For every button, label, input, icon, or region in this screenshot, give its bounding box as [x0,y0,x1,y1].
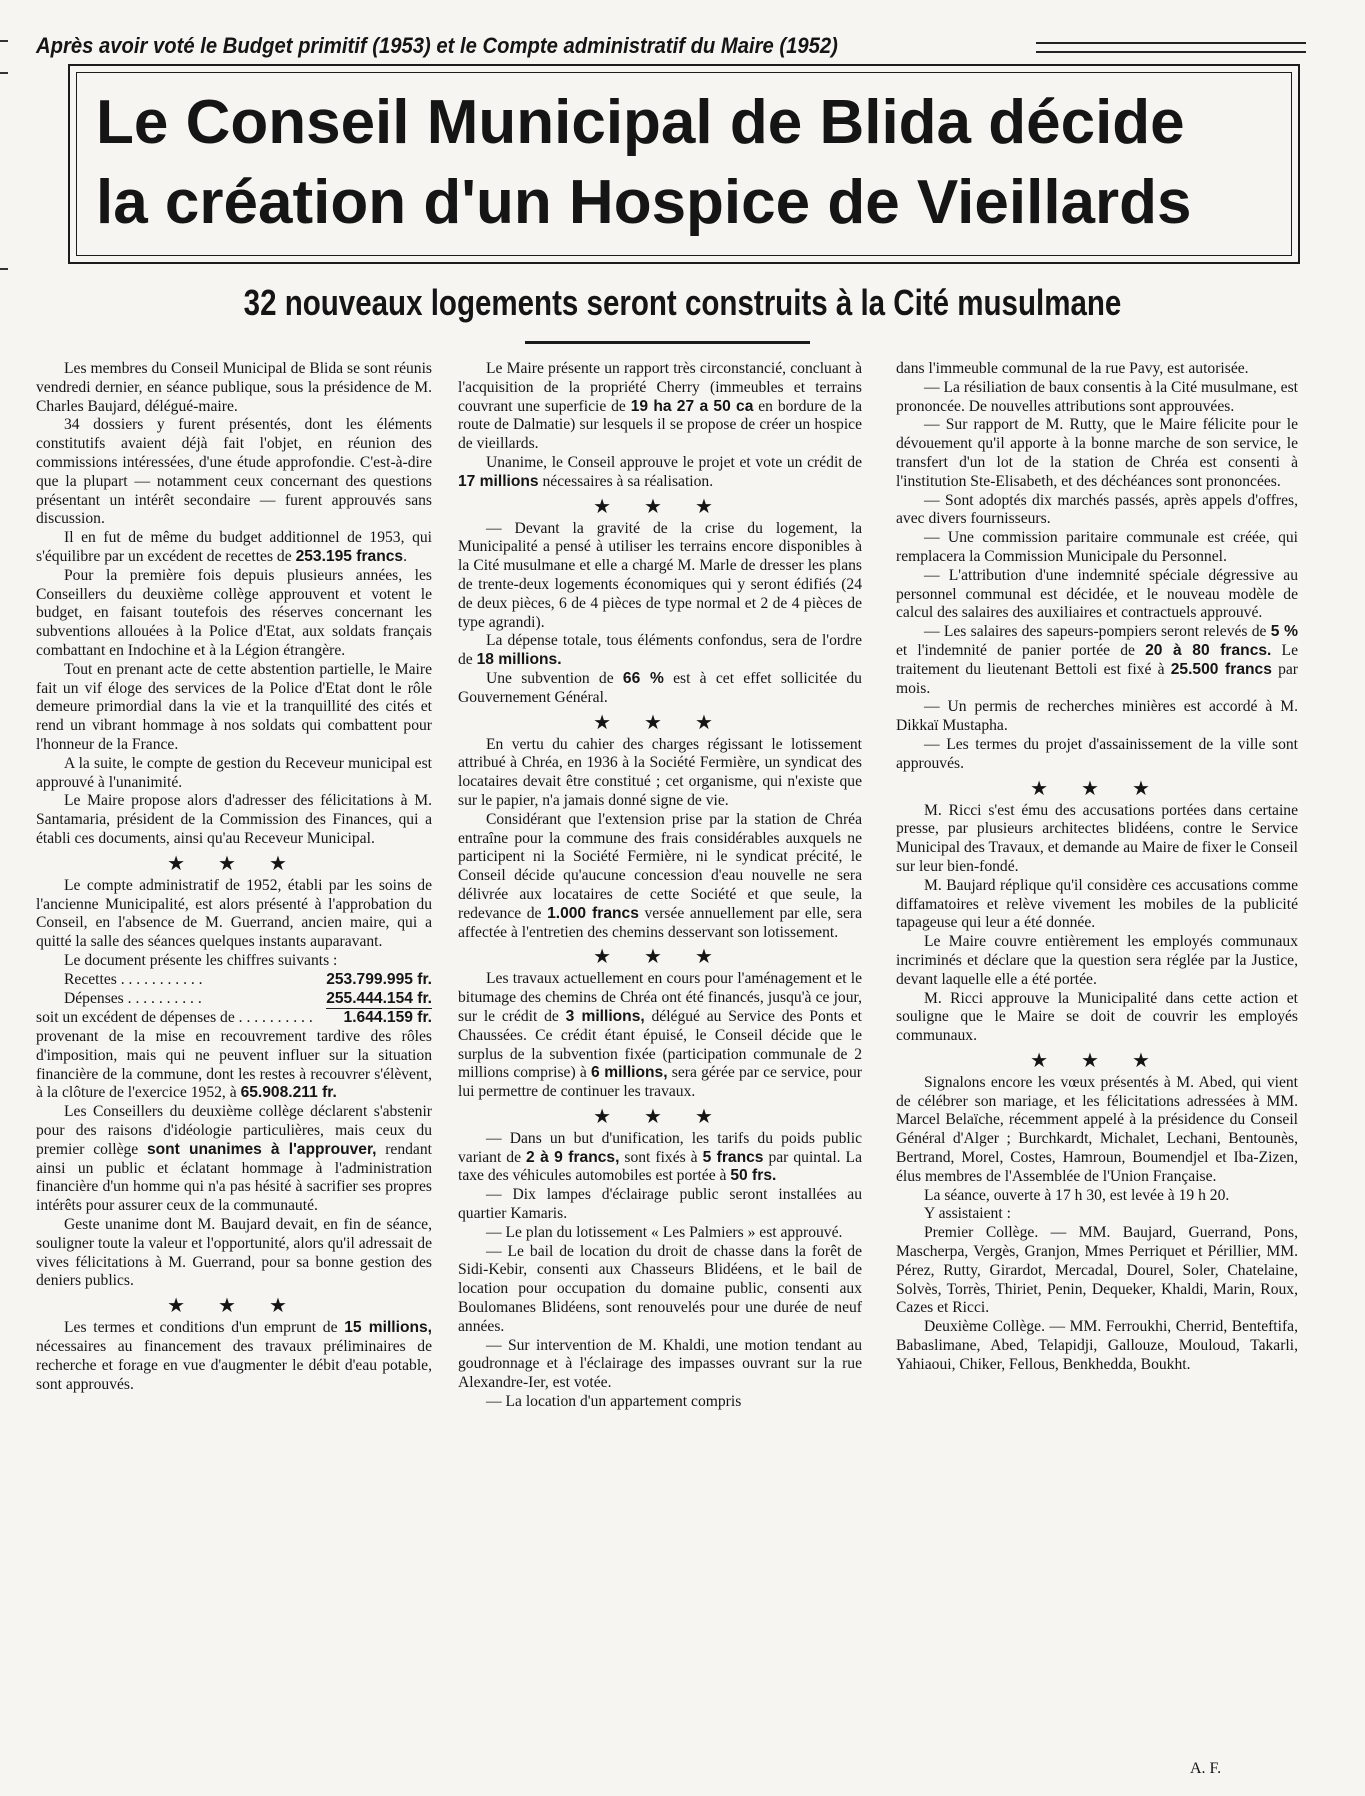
section-separator-stars: ★ ★ ★ [167,852,301,875]
article-column-2 [458,360,862,1412]
paragraph: 34 dossiers y furent présentés, dont les éléments constitutifs avaient déjà fait l'objet, en réunion des commissions intéressées, d'une étude approfondie. C'est-à-dire que la plupart — notamment ceux concernant des questions présentant un intérêt secondaire — furent approuvés sans discussion. [36,416,432,528]
section-separator-stars: ★ ★ ★ [1030,777,1164,800]
section-separator-stars: ★ ★ ★ [167,1295,301,1318]
figure-label: Dépenses . . . . . . . . . . [64,989,202,1007]
paragraph: — Dans un but d'unification, les tarifs du poids public variant de 2 à 9 francs, sont fixés à 5 francs par quintal. La taxe des véhicules automobiles est portée à 50 frs. [458,1129,863,1185]
paragraph: Les termes et conditions d'un emprunt de 15 millions, nécessaires au financement des travaux préliminaires de recherche et forage en vue d'augmenter le débit d'eau potable, sont approuvés. [36,1319,433,1393]
headline-line-2: la création d'un Hospice de Vieillards [96,168,1192,237]
kicker-text: Après avoir voté le Budget primitif (1953) et le Compte administratif du Maire (1952) [36,33,838,58]
page-edge-mark [0,40,8,42]
paragraph: Le Maire couvre entièrement les employés communaux incriminés et déclare que la question sera réglée par la Justice, devant laquelle elle a été portée. [896,933,1298,988]
paragraph: — Devant la gravité de la crise du logement, la Municipalité a pensé à utiliser les terrains encore disponibles à la Cité musulmane et elle a chargé M. Marle de dresser les plans de trente-deux logements économiques qui y seront édifiés (24 de deux pièces, 6 de 4 pièces de type normal et 2 de 4 pièces de type agrandi). [458,519,862,631]
paragraph: Considérant que l'extension prise par la station de Chréa entraîne pour la commune des frais considérables auxquels ne participent ni la Société Fermière, ni le syndicat précité, le Conseil décide qu'aucune concession d'eau nouvelle ne sera délivrée aux locataires de cette Société et que seule, la redevance de 1.000 francs versée annuellement par elle, sera affectée à l'entretien des chemins desservant son lotissement. [458,810,862,941]
paragraph: Deuxième Collège. — MM. Ferroukhi, Cherrid, Benteftifa, Babaslimane, Abed, Telapidji, Gallouze, Mouloud, Takarli, Yahiaoui, Chiker, Fellous, Benkhedda, Boukht. [896,1318,1298,1373]
paragraph: — Un permis de recherches minières est accordé à M. Dikkaï Mustapha. [896,698,1298,735]
paragraph: Il en fut de même du budget additionnel de 1953, qui s'équilibre par un excédent de recettes de 253.195 francs. [36,529,432,565]
figure-row-excedent [36,1009,432,1028]
paragraph: Le Maire présente un rapport très circonstancié, concluant à l'acquisition de la propriété Cherry (immeubles et terrains couvrant une superficie de 19 ha 27 a 50 ca en bordure de la route de Dalmatie) sur lesquels il se propose de créer un hospice de vieillards. [458,360,862,453]
figure-value: 1.644.159 fr. [343,1009,432,1027]
kicker [36,28,1306,64]
paragraph: Geste unanime dont M. Baujard devait, en fin de séance, souligner toute la valeur et l'opportunité, alors qu'il adressait de vives félicitations à M. Guerrand, pour sa bonne gestion des deniers publics. [36,1216,432,1290]
paragraph: — Sur rapport de M. Rutty, que le Maire félicite pour le dévouement qu'il apporte à la bonne marche de son service, le transfert d'un lot de la station de Chréa est consenti à l'institution Ste-Elisabeth, et des déchéances sont prononcées. [896,416,1298,490]
paragraph: Le compte administratif de 1952, établi par les soins de l'ancienne Municipalité, est alors présenté à l'approbation du Conseil, en l'absence de M. Guerrand, ancien maire, qui a quitté la salle des séances quelques instants auparavant. [36,876,432,951]
paragraph: Les travaux actuellement en cours pour l'aménagement et le bitumage des chemins de Chréa ont été financés, jusqu'à ce jour, sur le crédit de 3 millions, délégué au Service des Ponts et Chaussées. Ce crédit étant épuisé, le Conseil décide que le surplus de la subvention fixée (participation communale de 2 millions comprise) à 6 millions, sera gérée par ce service, pour lui permettre de continuer les travaux. [458,970,863,1101]
figure-label: Recettes . . . . . . . . . . . [64,970,203,988]
paragraph: — Les salaires des sapeurs-pompiers seront relevés de 5 % et l'indemnité de panier portée de 20 à 80 francs. Le traitement du lieutenant Bettoli est fixé à 25.500 francs par mois. [896,623,1298,697]
section-separator-stars: ★ ★ ★ [593,946,727,969]
headline-line-1: Le Conseil Municipal de Blida décide [96,88,1185,157]
paragraph: provenant de la mise en recouvrement tardive des rôles d'imposition, mais qui ne peuvent influer sur la situation financière de la commune, dont les restes à recouvrer s'élèvent, à la clôture de l'exercice 1952, à 65.908.211 fr. [36,1028,432,1102]
figure-value: 253.799.995 fr. [326,970,432,988]
paragraph: M. Ricci s'est ému des accusations portées dans certaine presse, par plusieurs architectes blidéens, contre le Service Municipal des Travaux, et demande au Maire de fixer le Conseil sur leur bien-fondé. [896,801,1298,875]
paragraph: — Sont adoptés dix marchés passés, après appels d'offres, avec divers fournisseurs. [896,491,1298,528]
paragraph: Pour la première fois depuis plusieurs années, les Conseillers du deuxième collège approuvent et votent le budget, en faisant toutefois des réserves concernant les subventions allouées à la Police d'Etat, aux soldats français combattant en Indochine et à la Légion étrangère. [36,566,432,659]
figure-row-depenses [36,990,432,1010]
paragraph: M. Baujard réplique qu'il considère ces accusations comme diffamatoires et relève vivement les mobiles de la publicité tapageuse qui leur a été donnée. [896,876,1298,932]
page-edge-mark [0,268,8,270]
paragraph: — Sur intervention de M. Khaldi, une motion tendant au goudronnage et à l'éclairage des impasses ouvrant sur la rue Alexandre-Ier, est votée. [458,1336,862,1392]
article-column-1 [36,360,432,1394]
figure-label: soit un excédent de dépenses de . . . . . . . . . . [36,1009,313,1027]
paragraph: M. Ricci approuve la Municipalité dans cette action et souligne que le Maire se doit de couvrir les employés communaux. [896,989,1298,1045]
paragraph: En vertu du cahier des charges régissant le lotissement attribué à Chréa, en 1936 à la Société Fermière, un syndicat des locataires devait être constitué ; cet organisme, qui n'existe que sur le papier, n'a jamais donné signe de vie. [458,735,862,809]
author-signature: A. F. [1190,1760,1222,1777]
paragraph: — L'attribution d'une indemnité spéciale dégressive au personnel communal est décidée, et le nouveau modèle de calcul des salaires des auxiliaires et contractuels approuvé. [896,566,1298,622]
page-edge-mark [0,72,8,74]
paragraph: Une subvention de 66 % est à cet effet sollicitée du Gouvernement Général. [458,669,862,706]
paragraph: — La location d'un appartement compris [486,1393,742,1411]
section-separator-stars: ★ ★ ★ [593,711,727,734]
paragraph: Les Conseillers du deuxième collège déclarent s'abstenir pour des raisons d'idéologie particulières, mais ceux du premier collège sont unanimes à l'approuver, rendant ainsi un public et éclatant hommage à l'administration financière d'un homme qui n'a pas hésité à sacrifier ses propres intérêts pour assurer ceux de la communauté. [36,1103,432,1215]
subheadline: 32 nouveaux logements seront construits à la Cité musulmane [243,282,1122,323]
figure-row-recettes [36,971,432,990]
subheadline-rule [525,341,810,344]
paragraph: Les membres du Conseil Municipal de Blida se sont réunis vendredi dernier, en séance publique, sous la présidence de M. Charles Baujard, délégué-maire. [36,360,432,415]
paragraph: — Dix lampes d'éclairage public seront installées au quartier Kamaris. [458,1186,862,1223]
article-column-3 [896,360,1298,1375]
section-separator-stars: ★ ★ ★ [593,1105,727,1128]
paragraph: La dépense totale, tous éléments confondus, sera de l'ordre de 18 millions. [458,632,862,669]
paragraph: Y assistaient : [924,1205,1011,1223]
paragraph: Premier Collège. — MM. Baujard, Guerrand, Pons, Mascherpa, Vergès, Granjon, Mmes Perriquet et Périllier, MM. Pérez, Rutty, Girardot, Mercadal, Dourel, Soler, Chatelaine, Solvès, Torrès, Thiriet, Penin, Dequeker, Khaldi, Marin, Roux, Cazes et Ricci. [896,1224,1298,1317]
paragraph: La séance, ouverte à 17 h 30, est levée à 19 h 20. [924,1186,1230,1204]
paragraph: — Les termes du projet d'assainissement de la ville sont approuvés. [896,735,1298,772]
paragraph: — La résiliation de baux consentis à la Cité musulmane, est prononcée. De nouvelles attributions sont approuvées. [896,378,1298,415]
paragraph: dans l'immeuble communal de la rue Pavy, est autorisée. [896,360,1249,377]
paragraph: Tout en prenant acte de cette abstention partielle, le Maire fait un vif éloge des services de la Police d'Etat dont le rôle demeure primordial dans la vie et la tranquillité des cités et rend un vibrant hommage à nos soldats qui combattent pour l'honneur de la France. [36,660,432,753]
kicker-rule [1036,42,1306,53]
paragraph: — Le bail de location du droit de chasse dans la forêt de Sidi-Kebir, consenti aux Chasseurs Blidéens, et le bail de location pour occupation du domaine public, consenti aux Boulomanes Blidéens, sont renouvelés pour une durée de neuf années. [458,1242,862,1335]
figure-value: 255.444.154 fr. [326,990,432,1010]
paragraph: Le Maire propose alors d'adresser des félicitations à M. Santamaria, président de la Commission des Finances, qui a établi ces documents, ainsi qu'au Receveur Municipal. [36,792,432,847]
section-separator-stars: ★ ★ ★ [593,495,727,518]
paragraph: — Une commission paritaire communale est créée, qui remplacera la Commission Municipale du Personnel. [896,529,1298,565]
paragraph: A la suite, le compte de gestion du Receveur municipal est approuvé à l'unanimité. [36,754,432,791]
paragraph: Unanime, le Conseil approuve le projet et vote un crédit de 17 millions nécessaires à sa réalisation. [458,453,862,490]
paragraph: Le document présente les chiffres suivants : [64,951,338,969]
paragraph: Signalons encore les vœux présentés à M. Abed, qui vient de célébrer son mariage, et les félicitations adressées à MM. Marcel Belaïche, récemment appelé à la présidence du Conseil Général d'Alger ; Burchkardt, Michalet, Lechani, Bentounès, Bertrand, Morel, Costes, Hamroun, Boumendjel et Iba-Zizen, élus membres de l'Assemblée de l'Union Française. [896,1073,1298,1185]
section-separator-stars: ★ ★ ★ [1030,1049,1164,1072]
headline-box [68,64,1300,264]
paragraph: — Le plan du lotissement « Les Palmiers » est approuvé. [486,1223,843,1241]
